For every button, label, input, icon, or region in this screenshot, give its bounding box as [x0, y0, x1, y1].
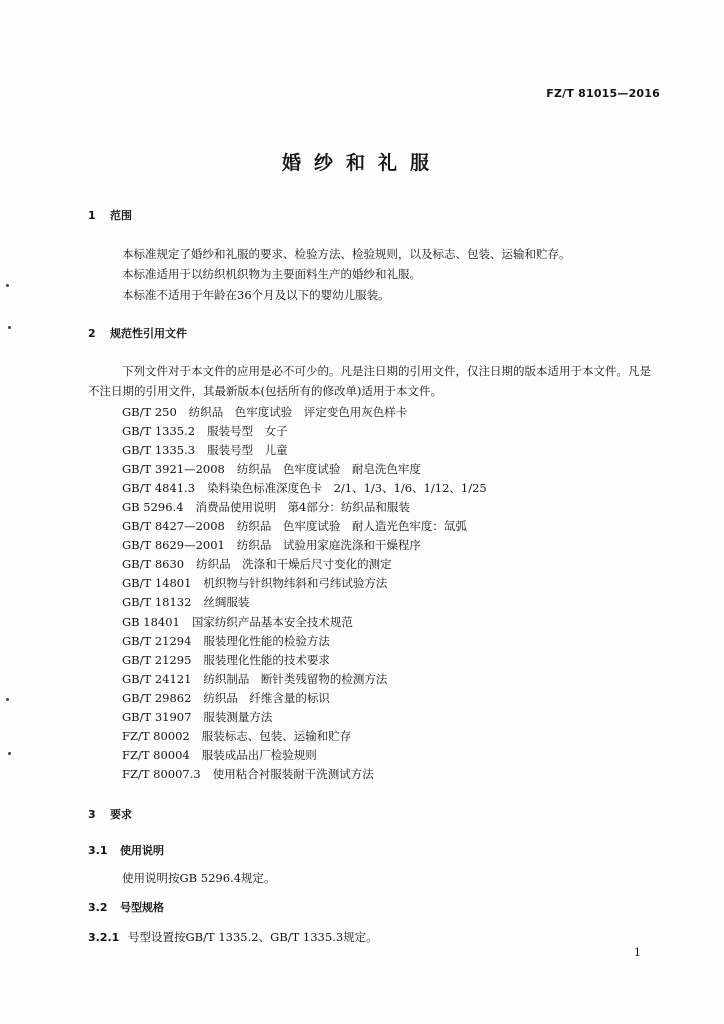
section-3-heading — [88, 806, 132, 822]
page-number: 1 — [634, 946, 641, 959]
reference-code: FZ/T 80007.3 — [122, 766, 201, 781]
reference-code: GB/T 21294 — [122, 633, 192, 648]
section-3-2-heading — [88, 899, 164, 915]
reference-code: GB/T 4841.3 — [122, 481, 196, 496]
reference-title: 纺织品 纤维含量的标识 — [203, 690, 330, 705]
reference-item — [122, 460, 487, 479]
scope-paragraph-2: 本标准适用于以纺织机织物为主要面料生产的婚纱和礼服。 — [122, 267, 421, 281]
reference-item — [122, 670, 487, 689]
standard-number: FZ/T 81015—2016 — [546, 87, 660, 100]
reference-title: 服装号型 儿童 — [207, 443, 288, 458]
section-3-2-1-text: 号型设置按GB/T 1335.2、GB/T 1335.3规定。 — [128, 930, 378, 944]
reference-title: 国家纺织产品基本安全技术规范 — [191, 614, 353, 629]
reference-code: GB/T 29862 — [122, 690, 192, 705]
section-3-1-text: 使用说明按GB 5296.4规定。 — [122, 871, 276, 885]
reference-title: 机织物与针织物纬斜和弓纬试验方法 — [203, 576, 388, 591]
reference-title: 纺织品 洗涤和干燥后尺寸变化的测定 — [196, 557, 392, 572]
section-number: 3.1 — [88, 844, 108, 857]
section-number: 3.2.1 — [88, 931, 120, 944]
section-title: 规范性引用文件 — [110, 327, 187, 340]
reference-title: 染料染色标准深度色卡 2/1、1/3、1/6、1/12、1/25 — [207, 481, 487, 496]
scope-paragraph-1: 本标准规定了婚纱和礼服的要求、检验方法、检验规则，以及标志、包装、运输和贮存。 — [122, 247, 571, 261]
reference-item — [122, 765, 487, 784]
reference-item — [122, 689, 487, 708]
reference-item — [122, 746, 487, 765]
reference-item — [122, 536, 487, 555]
reference-title: 服装理化性能的检验方法 — [203, 633, 330, 648]
reference-title: 服装理化性能的技术要求 — [203, 652, 330, 667]
reference-code: GB/T 8629—2001 — [122, 538, 225, 553]
reference-item — [122, 555, 487, 574]
reference-item — [122, 593, 487, 612]
reference-item — [122, 479, 487, 498]
reference-item — [122, 574, 487, 593]
reference-title: 使用粘合衬服装耐干洗测试方法 — [212, 766, 374, 781]
reference-title: 纺织品 色牢度试验 评定变色用灰色样卡 — [188, 405, 408, 419]
section-number: 2 — [88, 327, 96, 340]
reference-code: GB 18401 — [122, 614, 180, 629]
reference-code: GB/T 18132 — [122, 595, 192, 610]
reference-code: FZ/T 80002 — [122, 728, 190, 743]
scan-speck — [6, 284, 9, 287]
reference-item — [122, 613, 487, 632]
section-1-heading — [88, 207, 132, 223]
reference-title: 服装号型 女子 — [207, 424, 288, 439]
section-number: 1 — [88, 209, 96, 222]
scan-speck — [8, 752, 11, 755]
reference-code: FZ/T 80004 — [122, 747, 190, 762]
reference-item — [122, 517, 487, 536]
reference-code: GB/T 14801 — [122, 576, 192, 591]
section-number: 3.2 — [88, 901, 108, 914]
reference-code: GB/T 8630 — [122, 557, 185, 572]
reference-item — [122, 422, 487, 441]
references-intro: 下列文件对于本文件的应用是必不可少的。凡是注日期的引用文件，仅注日期的版本适用于本文件。凡是不注日期的引用文件，其最新版本(包括所有的修改单)适用于本文件。 — [88, 364, 651, 398]
section-title: 要求 — [110, 808, 132, 821]
scope-paragraph-3: 本标准不适用于年龄在36个月及以下的婴幼儿服装。 — [122, 288, 390, 302]
section-number: 3 — [88, 808, 96, 821]
reference-code: GB/T 250 — [122, 405, 177, 419]
reference-item — [122, 441, 487, 460]
section-3-1-heading — [88, 842, 164, 858]
reference-title: 纺织品 色牢度试验 耐皂洗色牢度 — [236, 462, 421, 477]
reference-title: 服装标志、包装、运输和贮存 — [201, 728, 352, 743]
reference-list — [122, 403, 487, 784]
reference-code: GB 5296.4 — [122, 500, 184, 515]
section-3-2-1-line — [88, 929, 378, 946]
section-title: 范围 — [110, 209, 132, 222]
reference-code: GB/T 21295 — [122, 652, 192, 667]
reference-item — [122, 651, 487, 670]
reference-item — [122, 498, 487, 517]
reference-title: 服装成品出厂检验规则 — [201, 747, 317, 762]
reference-item — [122, 708, 487, 727]
reference-title: 纺织制品 断针类残留物的检测方法 — [203, 671, 388, 686]
scan-speck — [8, 326, 11, 329]
section-title: 号型规格 — [120, 901, 164, 914]
reference-code: GB/T 1335.3 — [122, 443, 196, 458]
reference-code: GB/T 8427—2008 — [122, 519, 225, 534]
reference-title: 消费品使用说明 第4部分：纺织品和服装 — [195, 500, 410, 515]
section-2-heading — [88, 325, 187, 341]
scan-speck — [6, 698, 9, 701]
reference-title: 纺织品 色牢度试验 耐人造光色牢度：氙弧 — [236, 519, 467, 534]
reference-code: GB/T 1335.2 — [122, 424, 196, 439]
reference-item — [122, 632, 487, 651]
reference-title: 服装测量方法 — [203, 709, 273, 724]
section-title: 使用说明 — [120, 844, 164, 857]
document-title: 婚纱和礼服 — [281, 152, 442, 174]
reference-code: GB/T 3921—2008 — [122, 462, 225, 477]
reference-title: 丝绸服装 — [203, 595, 250, 610]
reference-item — [122, 403, 487, 422]
reference-code: GB/T 24121 — [122, 671, 192, 686]
reference-item — [122, 727, 487, 746]
reference-code: GB/T 31907 — [122, 709, 192, 724]
reference-title: 纺织品 试验用家庭洗涤和干燥程序 — [236, 538, 421, 553]
